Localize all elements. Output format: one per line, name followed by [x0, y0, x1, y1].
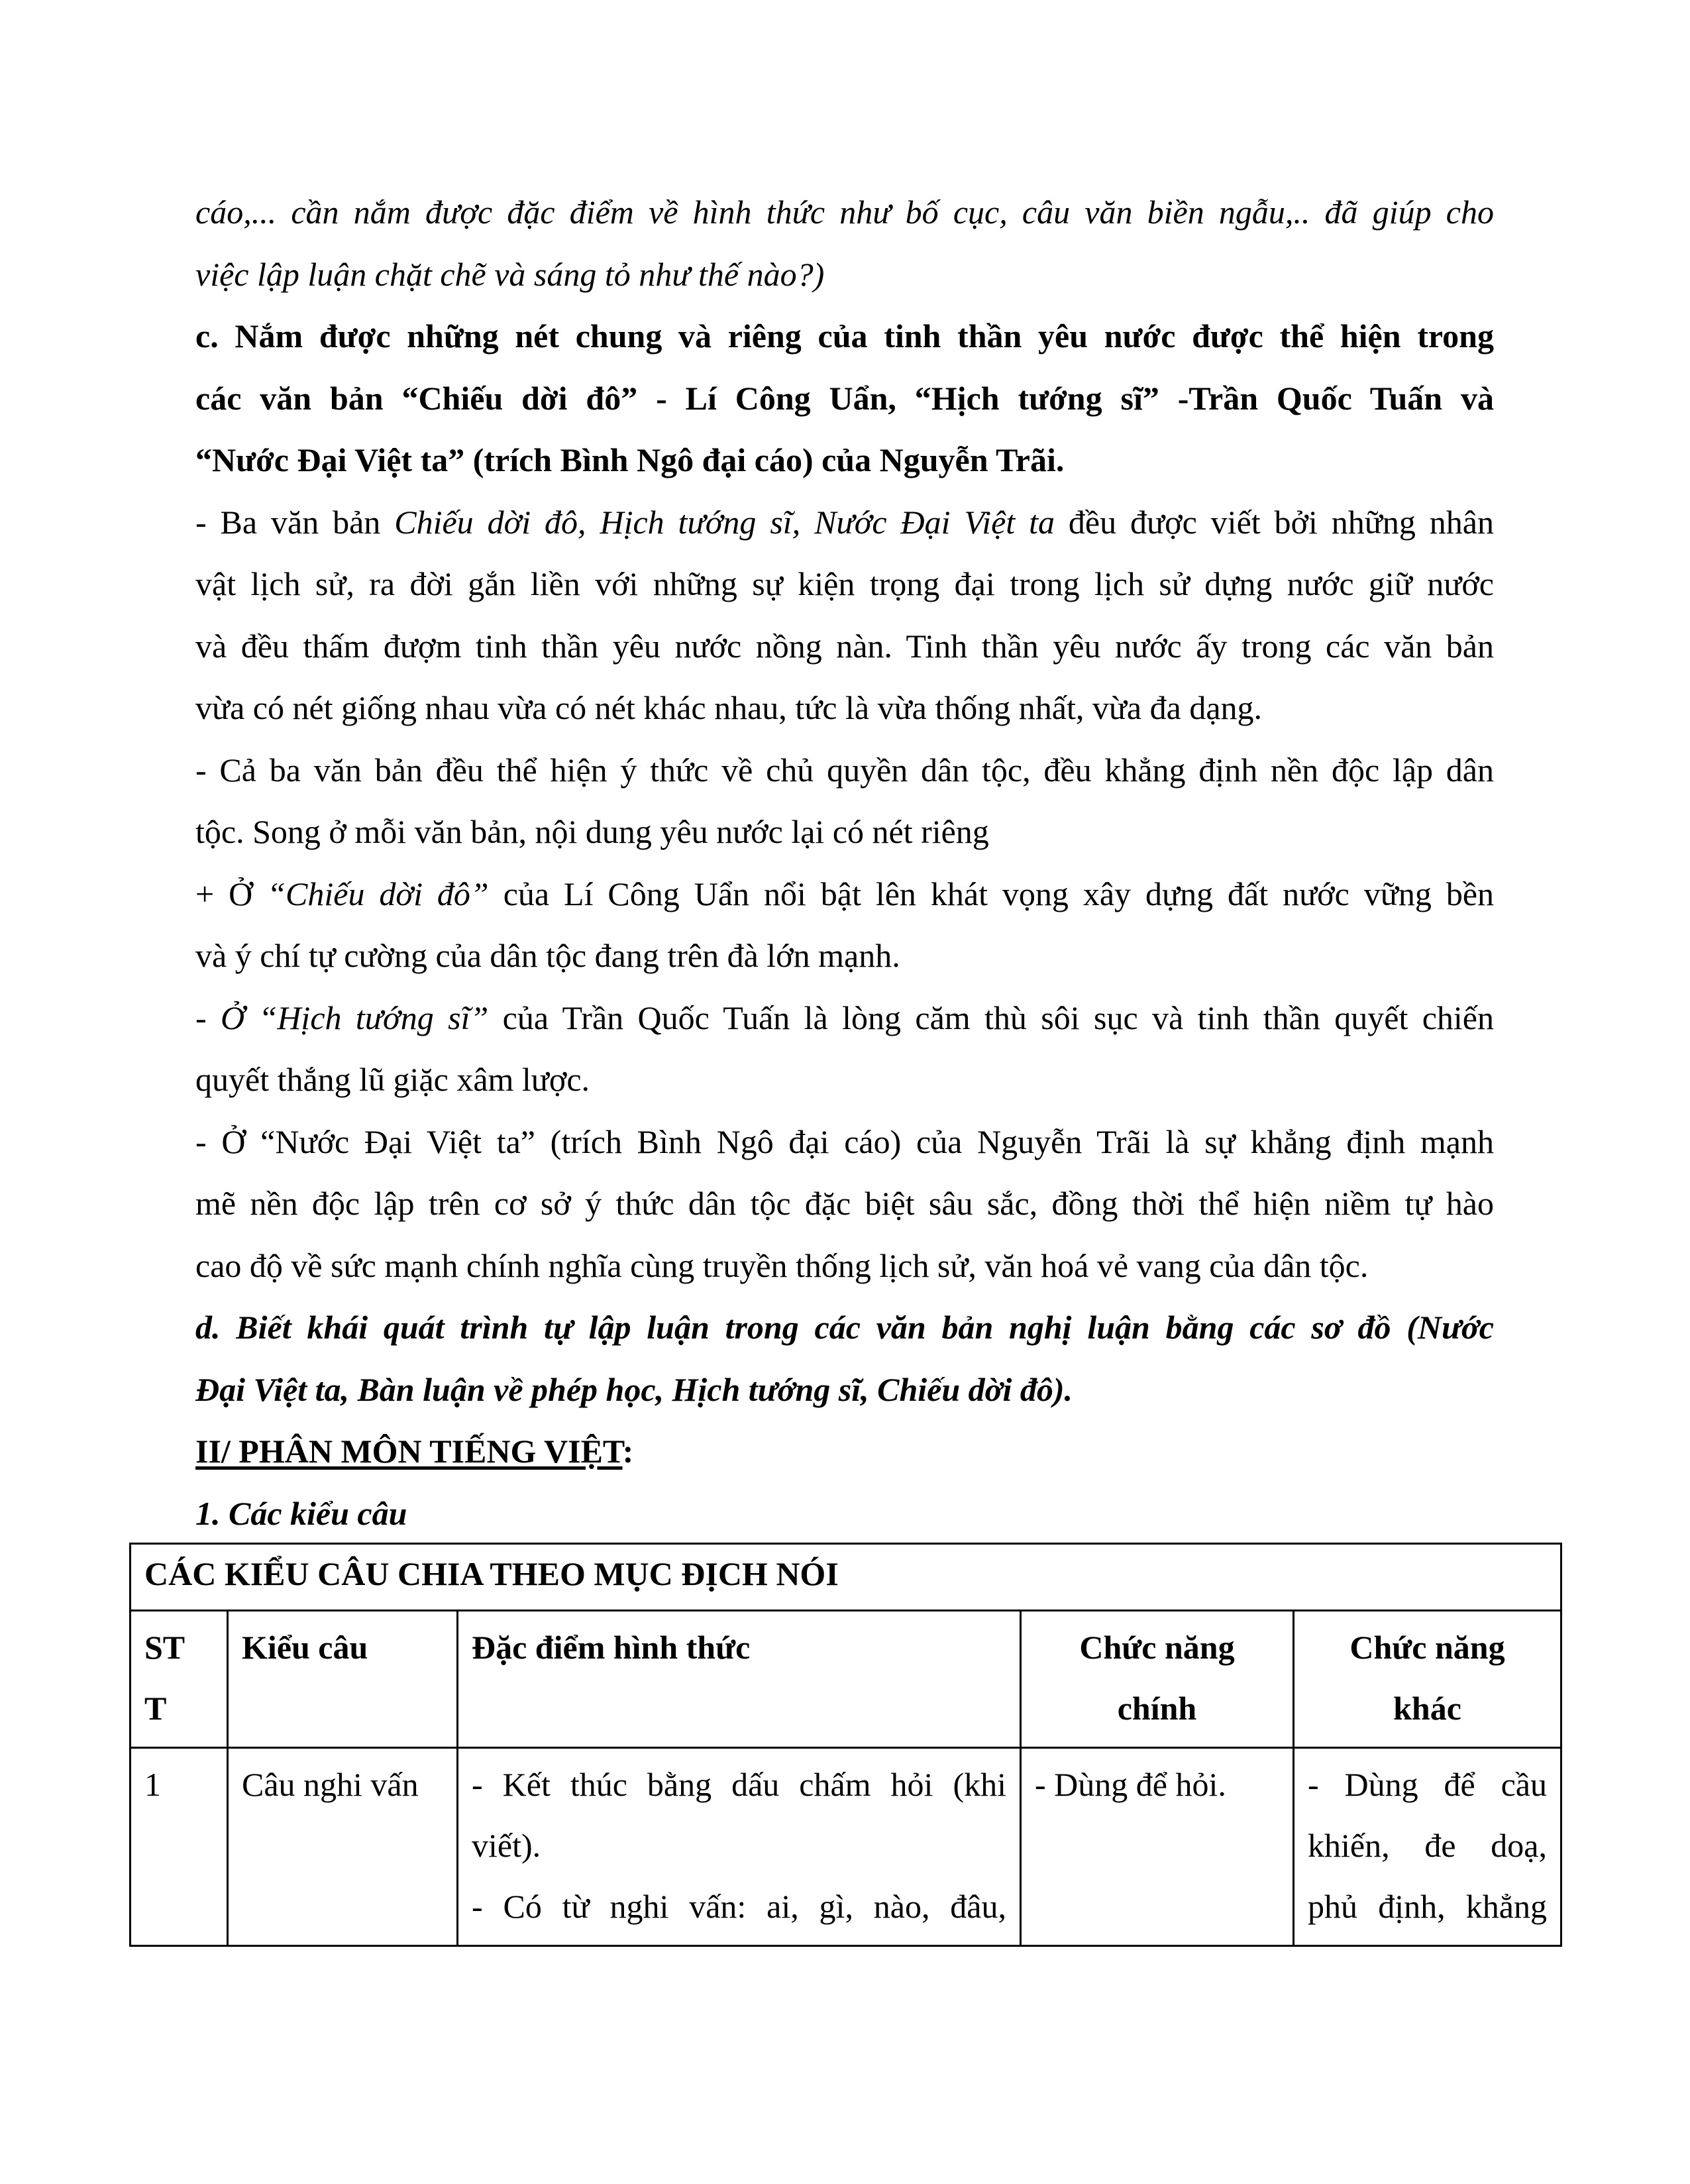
paragraph-line: tộc. Song ở mỗi văn bản, nội dung yêu nước lại có nét riêng [195, 813, 989, 850]
paragraph-line [195, 502, 1494, 542]
paragraph-line: mẽ nền độc lập trên cơ sở ý thức dân tộc đặc biệt sâu sắc, đồng thời thể hiện niềm tự hào [195, 1185, 1494, 1222]
section-c-heading-line: “Nước Đại Việt ta” (trích Bình Ngô đại cáo) của Nguyễn Trãi. [195, 441, 1065, 478]
text-run-italic: Chiếu dời đô, Hịch tướng sĩ, Nước Đại Việt ta [394, 504, 1055, 541]
header-kind: Kiểu câu [228, 1611, 458, 1748]
paragraph-line: và ý chí tự cường của dân tộc đang trên đà lớn mạnh. [195, 937, 900, 974]
header-line: chính [1117, 1690, 1197, 1727]
cell-line: khiến, đe doạ, [1308, 1827, 1547, 1864]
header-stt-line: T [144, 1690, 167, 1727]
table-header-row [131, 1611, 1561, 1748]
paragraph-line [195, 998, 1494, 1038]
paragraph-line: quyết thắng lũ giặc xâm lược. [195, 1061, 590, 1098]
text-run-italic: Ở “Hịch tướng sĩ” [221, 999, 489, 1036]
header-stt-line: ST [144, 1629, 185, 1666]
paragraph-line: cáo,... cần nắm được đặc điểm về hình thức như bố cục, câu văn biền ngẫu,.. đã giúp cho [195, 193, 1494, 231]
cell-line: phủ định, khẳng [1308, 1888, 1547, 1925]
header-main-function [1021, 1611, 1294, 1748]
section-d-heading-line: Đại Việt ta, Bàn luận về phép học, Hịch tướng sĩ, Chiếu dời đô). [195, 1371, 1073, 1408]
cell-form [458, 1748, 1021, 1946]
cell-line: - Có từ nghi vấn: ai, gì, nào, đâu, [472, 1888, 1006, 1925]
section-d-heading-line: d. Biết khái quát trình tự lập luận trong các văn bản nghị luận bằng các sơ đồ (Nước [195, 1309, 1494, 1346]
sub-heading: 1. Các kiểu câu [195, 1495, 407, 1532]
paragraph-line [195, 874, 1494, 914]
text-run: của Lí Công Uẩn nổi bật lên khát vọng xây dựng đất nước vững bền [488, 875, 1495, 912]
paragraph-line: - Ở “Nước Đại Việt ta” (trích Bình Ngô đại cáo) của Nguyễn Trãi là sự khẳng định mạnh [195, 1123, 1494, 1160]
text-run: đều được viết bởi những nhân [1055, 504, 1495, 541]
paragraph-line: cao độ về sức mạnh chính nghĩa cùng truyền thống lịch sử, văn hoá vẻ vang của dân tộc. [195, 1247, 1369, 1284]
header-line: Chức năng [1349, 1629, 1505, 1666]
cell-line: viết). [472, 1827, 541, 1864]
paragraph-line: và đều thấm đượm tinh thần yêu nước nồng nàn. Tinh thần yêu nước ấy trong các văn bản [195, 628, 1494, 665]
header-line: khác [1393, 1690, 1461, 1727]
cell-stt: 1 [131, 1748, 228, 1946]
text-run: - Ba văn bản [195, 504, 395, 541]
table-title-row [131, 1544, 1561, 1611]
section-heading-colon: : [622, 1433, 634, 1470]
section-heading-text: II/ PHÂN MÔN TIẾNG VIỆT [195, 1433, 623, 1470]
header-form: Đặc điểm hình thức [458, 1611, 1021, 1748]
text-run-italic: “Chiếu dời đô” [267, 875, 489, 912]
table-row [131, 1748, 1561, 1946]
header-line: Chức năng [1079, 1629, 1235, 1666]
text-run: của Trần Quốc Tuấn là lòng căm thù sôi sục và tinh thần quyết chiến [488, 999, 1494, 1036]
table-title: CÁC KIỂU CÂU CHIA THEO MỤC ĐỊCH NÓI [131, 1544, 1561, 1611]
cell-line: - Kết thúc bằng dấu chấm hỏi (khi [472, 1766, 1006, 1803]
paragraph-line: việc lập luận chặt chẽ và sáng tỏ như thế nào?) [195, 256, 825, 293]
paragraph-line: vật lịch sử, ra đời gắn liền với những sự kiện trọng đại trong lịch sử dựng nước giữ nước [195, 565, 1494, 602]
cell-kind: Câu nghi vấn [228, 1748, 458, 1946]
cell-line: - Dùng để cầu [1308, 1766, 1547, 1803]
sentence-types-table [129, 1543, 1562, 1947]
section-heading [195, 1431, 1494, 1471]
header-stt [131, 1611, 228, 1748]
cell-other-function [1294, 1748, 1561, 1946]
text-run: - [195, 999, 221, 1036]
paragraph-line: - Cả ba văn bản đều thể hiện ý thức về chủ quyền dân tộc, đều khẳng định nền độc lập dân [195, 751, 1494, 789]
cell-main-function: - Dùng để hỏi. [1021, 1748, 1294, 1946]
section-c-heading-line: c. Nắm được những nét chung và riêng của tinh thần yêu nước được thể hiện trong [195, 317, 1494, 355]
header-other-function [1294, 1611, 1561, 1748]
paragraph-line: vừa có nét giống nhau vừa có nét khác nhau, tức là vừa thống nhất, vừa đa dạng. [195, 689, 1263, 726]
section-c-heading-line: các văn bản “Chiếu dời đô” - Lí Công Uẩn, “Hịch tướng sĩ” -Trần Quốc Tuấn và [195, 380, 1494, 417]
text-run: + Ở [195, 875, 268, 912]
